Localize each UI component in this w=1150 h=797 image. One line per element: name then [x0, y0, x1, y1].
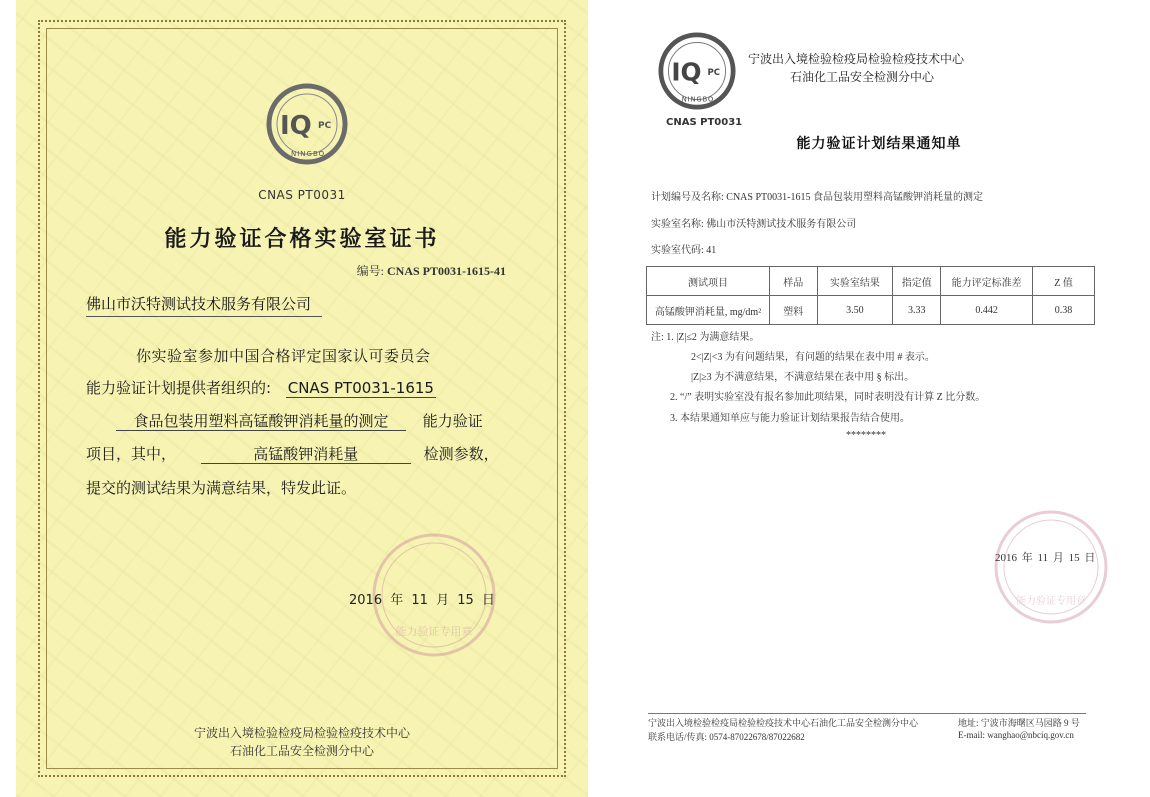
parameter-fill: 高锰酸钾消耗量: [201, 447, 411, 464]
table-cell: 3.33: [893, 296, 941, 325]
notice-page: [608, 0, 1150, 797]
certificate-page: [16, 0, 588, 797]
para4-prefix: 项目，其中，: [86, 445, 177, 463]
issuer-suborg: 石油化工品安全检测分中心: [790, 70, 935, 84]
date-month-unit: 月: [436, 593, 450, 608]
table-header-cell: 样品: [770, 267, 817, 296]
table-header-cell: 能力评定标准差: [941, 267, 1033, 296]
logo-city: NINGBO: [681, 95, 715, 104]
table-cell: 3.50: [817, 296, 893, 325]
table-cell: 高锰酸钾消耗量, mg/dm²: [647, 296, 770, 325]
iqpc-logo-icon: [266, 83, 348, 165]
official-seal-icon: [992, 508, 1110, 626]
footer-divider: [648, 713, 1086, 714]
logo-city: NINGBO: [291, 150, 326, 158]
para4-suffix: 检测参数，: [423, 445, 499, 463]
note-4: 2. “/” 表明实验室没有报名参加此项结果，同时表明没有计算 Z 比分数。: [670, 392, 986, 403]
table-cell: 0.38: [1033, 296, 1095, 325]
footer-org: 宁波出入境检验检疫局检验检疫技术中心石油化工品安全检测分中心: [648, 718, 919, 728]
issuer-org: 宁波出入境检验检疫局检验检疫技术中心: [748, 52, 965, 66]
iqpc-logo-icon: [658, 32, 736, 110]
cnas-code: CNAS PT0031: [666, 117, 743, 128]
note-1: 注: 1. |Z|≤2 为满意结果。: [651, 332, 760, 343]
number-label: 编号:: [356, 264, 384, 278]
seal-text: 能力验证专用章: [395, 625, 473, 638]
date-year-unit: 年: [390, 593, 404, 608]
note-3: |Z|≥3 为不满意结果，不满意结果在表中用 § 标出。: [691, 372, 915, 383]
paragraph-line-2: [86, 381, 518, 398]
logo-sub: PC: [318, 121, 332, 131]
table-cell: 0.442: [941, 296, 1033, 325]
end-marker: ********: [846, 430, 886, 441]
table-header-cell: Z 值: [1033, 267, 1095, 296]
logo-sub: PC: [707, 67, 721, 78]
notice-title: 能力验证计划结果通知单: [796, 136, 962, 152]
lab-name: 佛山市沃特测试技术服务有限公司: [86, 295, 312, 313]
certificate-number: [357, 262, 506, 279]
cnas-code: CNAS PT0031: [258, 188, 346, 202]
program-name-fill: 食品包装用塑料高锰酸钾消耗量的测定: [116, 414, 406, 431]
logo-text: IQ: [671, 57, 702, 87]
footer-phone: 联系电话/传真: 0574-87022678/87022682: [648, 732, 805, 742]
footer-address: 地址: 宁波市海曙区马园路 9 号: [958, 718, 1080, 728]
program-code-fill: CNAS PT0031-1615: [287, 379, 434, 397]
date-month: 11: [411, 593, 428, 608]
table-header-cell: 测试项目: [647, 267, 770, 296]
certificate-date: [349, 589, 495, 608]
note-2: 2<|Z|<3 为有问题结果，有问题的结果在表中用 # 表示。: [691, 352, 935, 363]
results-table: [646, 266, 1095, 325]
lab-name-info: 实验室名称: 佛山市沃特测试技术服务有限公司: [651, 219, 857, 230]
paragraph-line-5: 提交的测试结果为满意结果，特发此证。: [86, 479, 357, 497]
table-row: [647, 296, 1095, 325]
paragraph-line-4: [86, 447, 518, 464]
table-header-cell: 实验室结果: [817, 267, 893, 296]
table-cell: 塑料: [770, 296, 817, 325]
certificate-footer-org: 宁波出入境检验检疫局检验检疫技术中心: [193, 726, 410, 740]
lab-code-info: 实验室代码: 41: [651, 245, 717, 256]
logo-text: IQ: [280, 111, 312, 141]
paragraph-line-1: 你实验室参加中国合格评定国家认可委员会: [136, 347, 431, 365]
lab-name-underline: [86, 316, 322, 317]
number-value: CNAS PT0031-1615-41: [387, 264, 506, 278]
para2-prefix: 能力验证计划提供者组织的:: [86, 379, 272, 397]
para3-suffix: 能力验证: [422, 412, 483, 430]
plan-info: 计划编号及名称: CNAS PT0031-1615 食品包装用塑料高锰酸钾消耗量的测定: [651, 192, 983, 203]
date-day-unit: 日: [481, 593, 495, 608]
footer-email: E-mail: wanghao@nbciq.gov.cn: [958, 730, 1074, 740]
note-5: 3. 本结果通知单应与能力验证计划结果报告结合使用。: [670, 413, 910, 424]
date-day: 15: [457, 593, 474, 608]
paragraph-line-3: [86, 414, 518, 431]
seal-text: 能力验证专用章: [1016, 596, 1086, 607]
date-year: 2016: [349, 593, 383, 608]
table-header-row: [647, 267, 1095, 296]
table-header-cell: 指定值: [893, 267, 941, 296]
certificate-title: 能力验证合格实验室证书: [164, 226, 440, 252]
certificate-footer-suborg: 石油化工品安全检测分中心: [229, 744, 374, 758]
notice-date: 2016 年 11 月 15 日: [995, 552, 1096, 564]
